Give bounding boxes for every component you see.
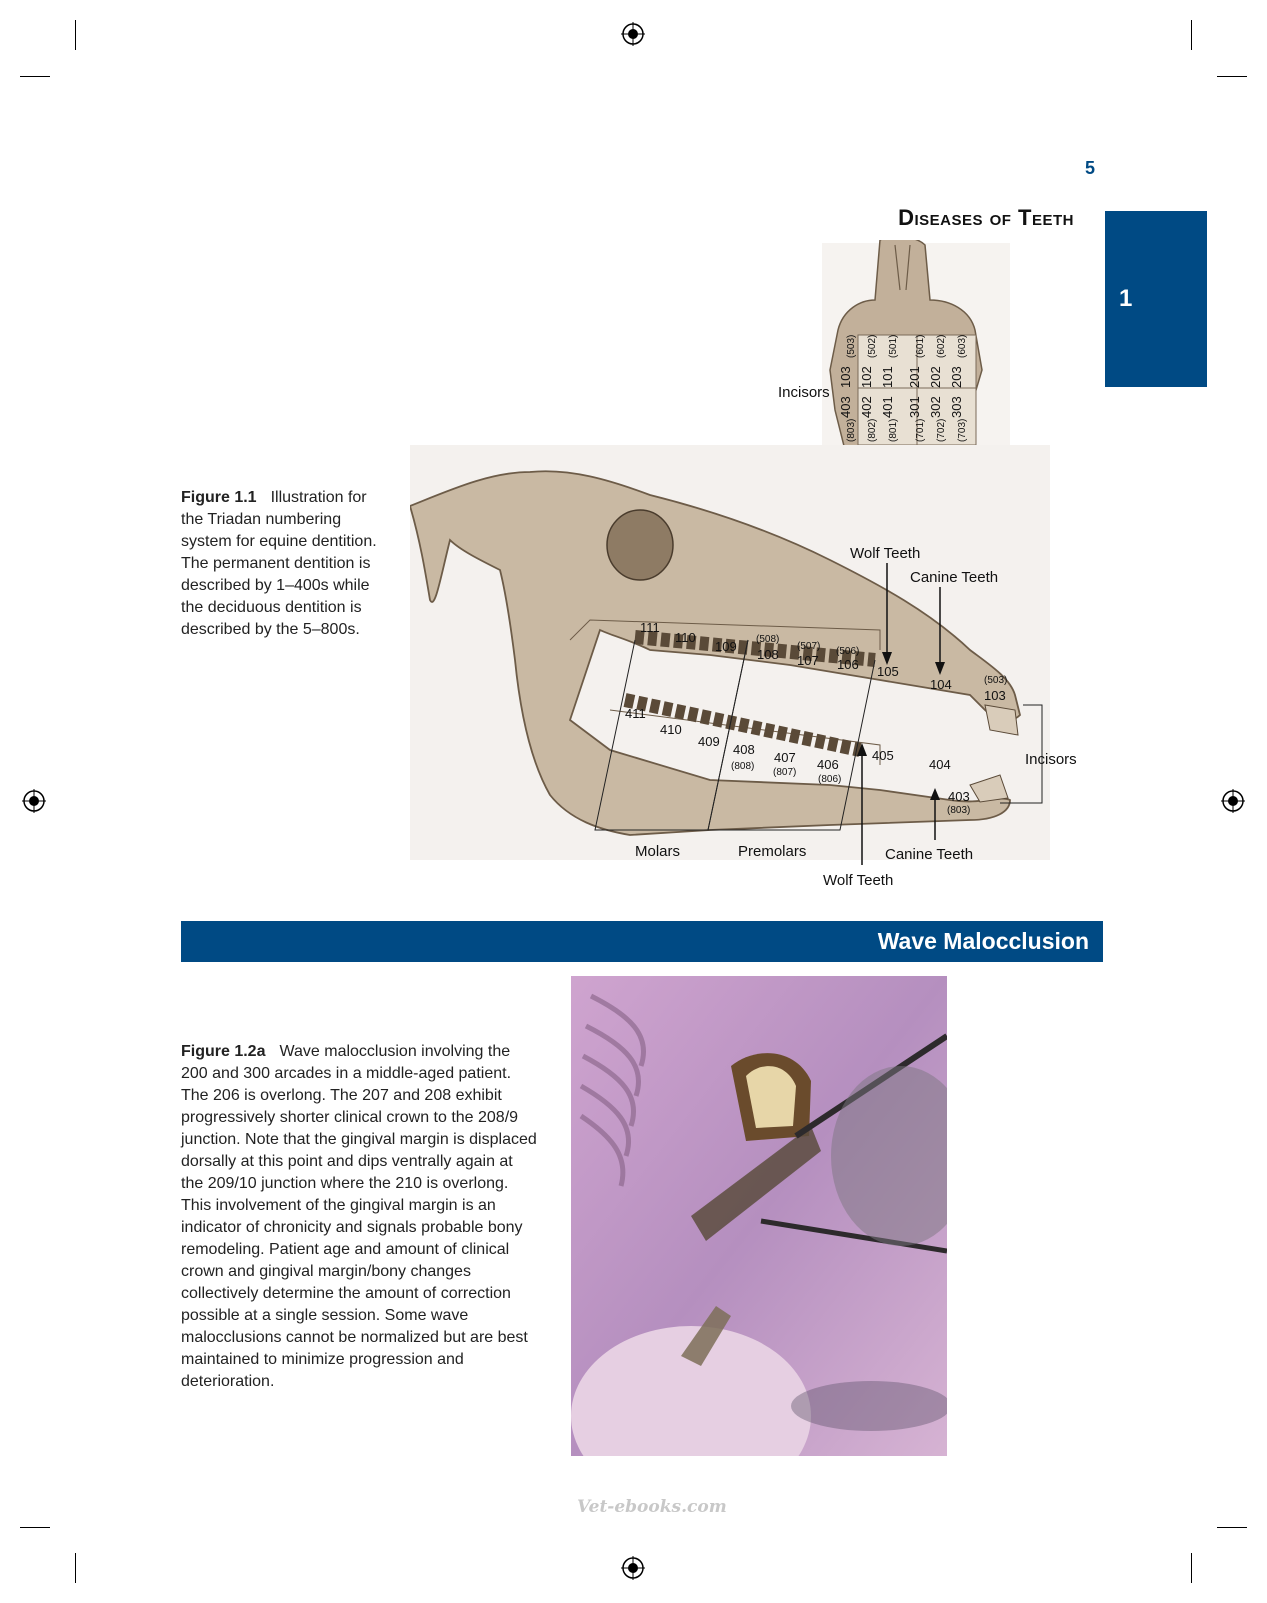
tooth-label: 111 [640,620,660,635]
tooth-label: 108 [757,647,779,662]
caption-text: Wave malocclusion involving the 200 and 300 arcades in a middle-aged patient. The 206 is overlong. The 207 and 208 exhibit progressively shorter clinical crown to the 208/9 junction. Note that the gingival margin is displaced dorsally at this point and dips ventrally again at the 209/10 junction where the 210 is overlong. This involvement of the gingival margin is an indicator of chronicity and signals probable bony remodeling. Patient age and amount of clinical crown and gingival margin/bony changes collectively determine the amount of correction possible at a single session. Some wave malocclusions cannot be normalized but are best maintained to minimize progression and deterioration. [181,1043,537,1390]
tooth-label: 201 [907,366,922,388]
tooth-label: 110 [675,630,696,645]
tooth-sublabel: (806) [818,774,842,785]
figure-1-2a-caption [181,1041,539,1393]
crop-mark [75,20,76,50]
crop-mark [20,76,50,77]
incisors-side-label: Incisors [1025,751,1077,768]
tooth-sublabel: (508) [756,634,780,645]
oral-cavity-photo [571,976,947,1456]
tooth-sublabel: (507) [797,641,821,652]
crop-mark [1217,76,1247,77]
registration-mark-icon [1221,789,1245,813]
tooth-sublabel: (801) [888,418,899,442]
tooth-label: 202 [928,366,943,388]
caption-text: Illustration for the Triadan numbering system for equine dentition. The permanent dentition is described by 1–400s while the deciduous dentition is described by the 5–800s. [181,489,377,638]
canine-teeth-label-lower: Canine Teeth [885,846,974,863]
tooth-label: 109 [715,639,737,654]
tooth-label: 408 [733,742,755,757]
tooth-sublabel: (703) [957,418,968,442]
crop-mark [1217,1527,1247,1528]
tooth-label: 403 [948,789,970,804]
triadan-diagram [410,240,1110,920]
canine-teeth-label-upper: Canine Teeth [910,569,999,586]
registration-mark-icon [621,1556,645,1580]
registration-mark-icon [621,22,645,46]
figure-label: Figure 1.2a [181,1043,266,1060]
premolars-label: Premolars [738,843,807,860]
tooth-label: 405 [872,748,894,763]
section-title: Wave Malocclusion [877,928,1089,954]
tooth-label: 410 [660,722,682,737]
tooth-label: 406 [817,757,839,772]
watermark: Vet-ebooks.com [577,1497,727,1517]
tooth-label: 301 [907,396,922,418]
tooth-sublabel: (602) [936,334,947,358]
wolf-teeth-label-upper: Wolf Teeth [850,545,921,562]
chapter-number: 1 [1119,285,1133,312]
tooth-label: 107 [797,653,819,668]
tooth-label: 104 [930,677,952,692]
tooth-sublabel: (807) [773,767,797,778]
tooth-label: 401 [880,396,895,418]
tooth-label: 302 [928,396,943,418]
tooth-label: 402 [859,396,874,418]
tooth-sublabel: (808) [731,761,755,772]
tooth-sublabel: (501) [888,334,899,358]
tooth-label: 403 [838,396,853,418]
crop-mark [1191,1553,1192,1583]
crop-mark [20,1527,50,1528]
registration-mark-icon [22,789,46,813]
molars-label: Molars [635,843,681,860]
tooth-sublabel: (603) [957,334,968,358]
tooth-sublabel: (803) [947,805,971,816]
tooth-label: 404 [929,757,951,772]
running-title: Diseases of Teeth [898,205,1074,230]
tooth-label: 106 [837,657,859,672]
tooth-label: 409 [698,734,720,749]
tooth-sublabel: (502) [867,334,878,358]
tooth-sublabel: (601) [915,334,926,358]
tooth-label: 411 [625,706,646,721]
chapter-tab [1105,211,1207,387]
wolf-teeth-label-lower: Wolf Teeth [823,872,894,889]
tooth-label: 407 [774,750,796,765]
crop-mark [75,1553,76,1583]
tooth-label: 103 [984,688,1006,703]
section-header [181,921,1103,962]
tooth-sublabel: (802) [867,418,878,442]
tooth-label: 101 [880,366,895,388]
tooth-sublabel: (503) [984,675,1008,686]
page-number: 5 [1085,158,1096,178]
tooth-label: 103 [838,366,853,388]
figure-1-1-caption [181,487,391,641]
tooth-sublabel: (503) [846,334,857,358]
tooth-sublabel: (803) [846,418,857,442]
incisors-front-label: Incisors [778,384,830,401]
tooth-label: 105 [877,664,899,679]
tooth-label: 102 [859,366,874,388]
tooth-sublabel: (506) [836,646,860,657]
tooth-label: 303 [949,396,964,418]
tooth-sublabel: (701) [915,418,926,442]
figure-label: Figure 1.1 [181,489,257,506]
tooth-sublabel: (702) [936,418,947,442]
tooth-label: 203 [949,366,964,388]
crop-mark [1191,20,1192,50]
